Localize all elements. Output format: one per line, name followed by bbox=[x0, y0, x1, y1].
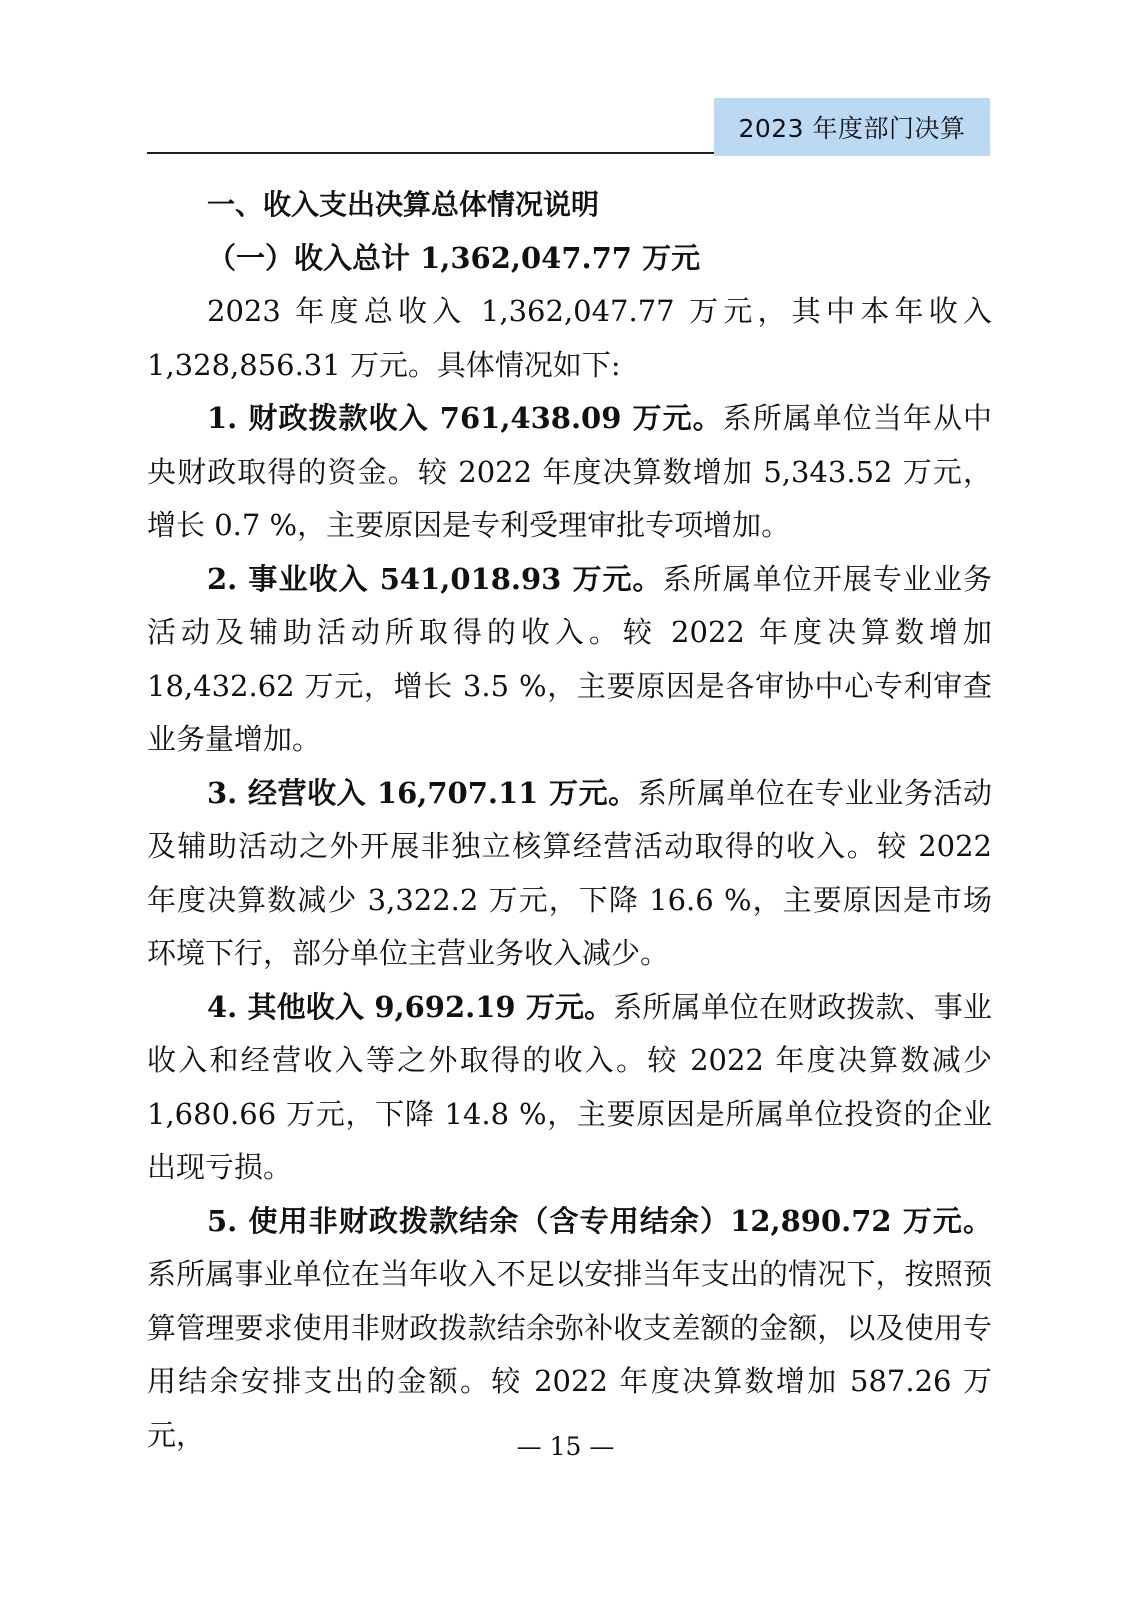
intro-paragraph: 2023 年度总收入 1,362,047.77 万元，其中本年收入 1,328,856.31 万元。具体情况如下: bbox=[147, 294, 992, 382]
income-item-4 bbox=[147, 981, 992, 1195]
income-item-3 bbox=[147, 767, 992, 981]
section-heading: 一、收入支出决算总体情况说明 bbox=[207, 188, 600, 221]
income-item-1 bbox=[147, 392, 992, 553]
income-item-5 bbox=[147, 1195, 992, 1463]
page-content bbox=[147, 178, 992, 1462]
section-subheading: （一）收入总计 1,362,047.77 万元 bbox=[207, 240, 701, 275]
item-body: 系所属单位在专业业务活动及辅助活动之外开展非独立核算经营活动取得的收入。较 2022 年度决算数减少 3,322.2 万元，下降 16.6 %，主要原因是市场环境下行，部分单位主营业务收入减少。 bbox=[147, 775, 992, 970]
item-lead: 5. 使用非财政拨款结余（含专用结余）12,890.72 万元。 bbox=[207, 1203, 992, 1238]
item-body: 系所属单位开展专业业务活动及辅助活动所取得的收入。较 2022 年度决算数增加 18,432.62 万元，增长 3.5 %，主要原因是各审协中心专利审查业务量增加。 bbox=[147, 561, 992, 756]
header-rule bbox=[147, 152, 720, 154]
item-body: 系所属单位当年从中央财政取得的资金。较 2022 年度决算数增加 5,343.52 万元，增长 0.7 %，主要原因是专利受理审批专项增加。 bbox=[147, 401, 992, 542]
item-lead: 3. 经营收入 16,707.11 万元。 bbox=[207, 775, 638, 810]
income-item-2 bbox=[147, 553, 992, 767]
item-body: 系所属事业单位在当年收入不足以安排当年支出的情况下，按照预算管理要求使用非财政拨款结余弥补收支差额的金额，以及使用专用结余安排支出的金额。较 2022 年度决算数增加 587.26 万元， bbox=[147, 1257, 992, 1452]
item-body: 系所属单位在财政拨款、事业收入和经营收入等之外取得的收入。较 2022 年度决算数减少 1,680.66 万元，下降 14.8 %，主要原因是所属单位投资的企业出现亏损。 bbox=[147, 989, 992, 1184]
page-number: — 15 — bbox=[516, 1432, 615, 1461]
item-lead: 1. 财政拨款收入 761,438.09 万元。 bbox=[207, 401, 723, 435]
item-lead: 2. 事业收入 541,018.93 万元。 bbox=[207, 561, 663, 596]
document-header-title: 2023 年度部门决算 bbox=[714, 98, 990, 156]
item-lead: 4. 其他收入 9,692.19 万元。 bbox=[207, 989, 614, 1024]
